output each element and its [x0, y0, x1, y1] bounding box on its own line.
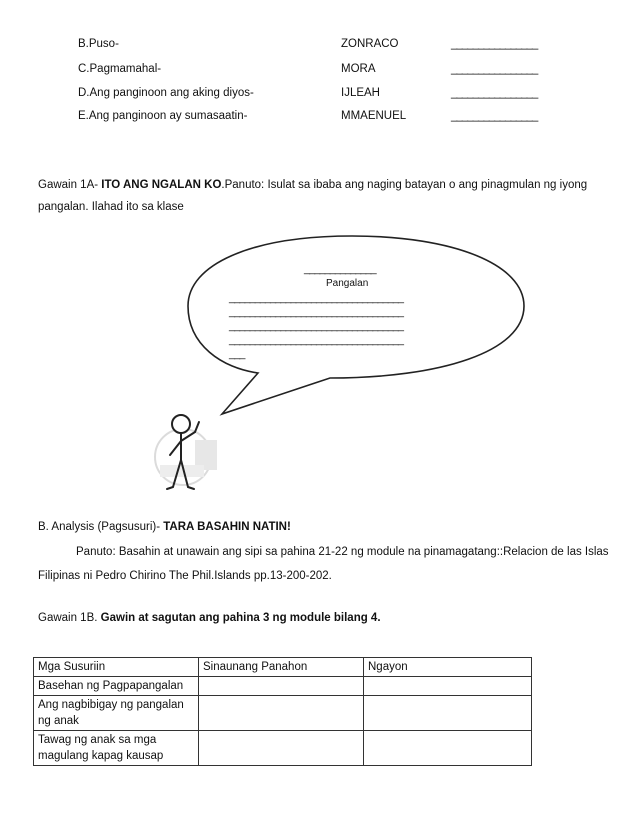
- analysis-instruction: Panuto: Basahin at unawain ang sipi sa pahina 21-22 ng module na pinamagatang::Relacion de las Islas: [76, 546, 609, 558]
- answer-line[interactable]: ___: [229, 348, 245, 360]
- answer-line[interactable]: __________________________________: [229, 320, 404, 332]
- analysis-prefix: B. Analysis (Pagsusuri)-: [38, 521, 164, 533]
- table-cell[interactable]: [199, 731, 364, 766]
- gawain-1a-prefix: Gawain 1A-: [38, 179, 102, 191]
- answer-blank[interactable]: ________________: [451, 63, 538, 75]
- table-header-cell: Mga Susuriin: [34, 658, 199, 677]
- table-row: [34, 731, 532, 766]
- gawain-1a-instruction-cont: pangalan. Ilahad ito sa klase: [38, 201, 184, 213]
- table-header-row: [34, 658, 532, 677]
- table-cell[interactable]: [364, 731, 532, 766]
- gawain-1b-heading: [38, 612, 381, 624]
- table-cell[interactable]: [199, 677, 364, 696]
- table-cell[interactable]: [199, 696, 364, 731]
- answer-blank[interactable]: ________________: [451, 38, 538, 50]
- table-cell[interactable]: [364, 677, 532, 696]
- table-row: [34, 677, 532, 696]
- table-header-cell: Ngayon: [364, 658, 532, 677]
- scramble-label: D.Ang panginoon ang aking diyos-: [78, 87, 254, 99]
- scramble-label: C.Pagmamahal-: [78, 63, 162, 75]
- answer-line[interactable]: __________________________________: [229, 292, 404, 304]
- gawain-1b-prefix: Gawain 1B.: [38, 612, 101, 624]
- table-cell: Basehan ng Pagpapangalan: [34, 677, 199, 696]
- answer-blank[interactable]: ________________: [451, 110, 538, 122]
- scramble-word: MORA: [341, 63, 376, 75]
- scramble-word: ZONRACO: [341, 38, 399, 50]
- scramble-label: E.Ang panginoon ay sumasaatin-: [78, 110, 248, 122]
- gawain-1b-title: Gawin at sagutan ang pahina 3 ng module bilang 4.: [100, 612, 381, 624]
- scramble-word: MMAENUEL: [341, 110, 407, 122]
- analysis-title: TARA BASAHIN NATIN!: [163, 521, 291, 533]
- answer-blank[interactable]: ________________: [451, 87, 538, 99]
- answer-line[interactable]: __________________________________: [229, 334, 404, 346]
- name-label: Pangalan: [326, 278, 369, 289]
- stick-figure: [167, 415, 199, 489]
- analysis-instruction-cont: Filipinas ni Pedro Chirino The Phil.Islands pp.13-200-202.: [38, 570, 332, 582]
- analysis-heading: [38, 521, 291, 533]
- answer-line[interactable]: __________________________________: [229, 306, 404, 318]
- name-blank[interactable]: ______________: [304, 263, 376, 275]
- table-cell[interactable]: [364, 696, 532, 731]
- table-header-cell: Sinaunang Panahon: [199, 658, 364, 677]
- gawain-1a-instruction: .Panuto: Isulat sa ibaba ang naging batayan o ang pinagmulan ng iyong: [221, 179, 588, 191]
- table-cell: Ang nagbibigay ng pangalan ng anak: [34, 696, 199, 731]
- scramble-label: B.Puso-: [78, 38, 119, 50]
- scramble-word: IJLEAH: [341, 87, 380, 99]
- comparison-table: [33, 657, 532, 766]
- table-row: [34, 696, 532, 731]
- table-cell: Tawag ng anak sa mga magulang kapag kausap: [34, 731, 199, 766]
- gawain-1a-title: ITO ANG NGALAN KO: [101, 179, 222, 191]
